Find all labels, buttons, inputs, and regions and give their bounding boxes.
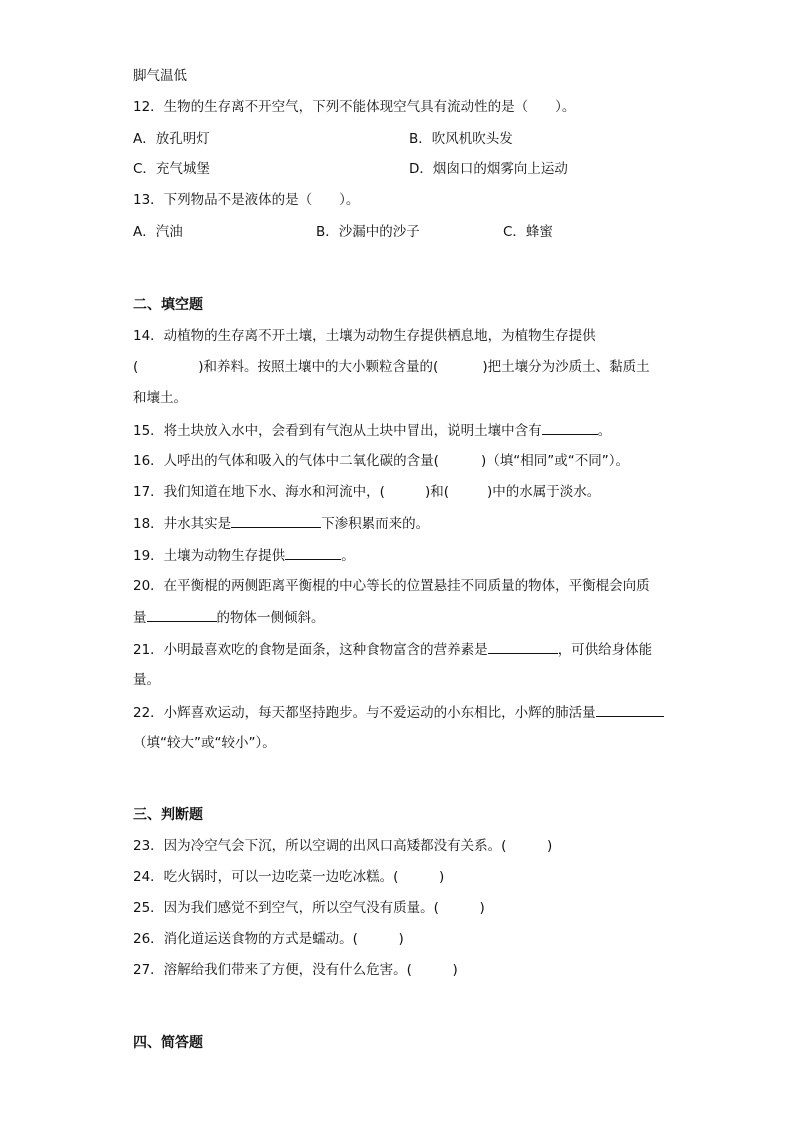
- question-26: 26．消化道运送食物的方式是蠕动。( ): [133, 931, 404, 947]
- text-run: 。: [341, 548, 355, 564]
- answer-blank: [285, 545, 341, 560]
- section-heading-judge: 三、判断题: [133, 807, 203, 823]
- option-12b: B．吹风机吹头发: [409, 131, 513, 147]
- text-run: )（填“相同”或“不同”）。: [480, 453, 629, 469]
- text-run: )中的水属于淡水。: [487, 484, 601, 500]
- question-22-line2: （填“较大”或“较小”）。: [133, 735, 276, 751]
- question-12: 12．生物的生存离不开空气，下列不能体现空气具有流动性的是（ ）。: [133, 99, 576, 115]
- text-run: 18．井水其实是: [133, 516, 232, 532]
- question-14-line2: [133, 357, 650, 377]
- section-heading-short-answer: 四、简答题: [133, 1035, 203, 1051]
- question-19: [133, 545, 355, 565]
- text-line: 脚气温低: [133, 68, 187, 84]
- answer-blank: [488, 639, 558, 654]
- option-13c: C．蜂蜜: [503, 224, 553, 240]
- answer-blank: [231, 513, 321, 528]
- option-12d: D．烟囱口的烟雾向上运动: [409, 161, 568, 177]
- option-12c: C．充气城堡: [133, 161, 210, 177]
- text-run: )把土壤分为沙质土、黏质土: [482, 359, 650, 375]
- option-12a: A．放孔明灯: [133, 131, 210, 147]
- question-14-line1: 14．动植物的生存离不开土壤，土壤为动物生存提供栖息地，为植物生存提供: [133, 328, 596, 344]
- text-run: 19．土壤为动物生存提供: [133, 548, 286, 564]
- text-run: 16．人呼出的气体和吸入的气体中二氧化碳的含量(: [133, 453, 439, 469]
- question-17: [133, 482, 600, 502]
- text-run: )和养料。按照土壤中的大小颗粒含量的(: [198, 359, 439, 375]
- question-21-line1: [133, 639, 652, 659]
- answer-blank: [147, 607, 217, 622]
- question-23: 23．因为冷空气会下沉，所以空调的出风口高矮都没有关系。( ): [133, 838, 553, 854]
- text-run: (: [133, 359, 139, 375]
- text-run: ，可供给身体能: [557, 642, 653, 658]
- question-25: 25．因为我们感觉不到空气，所以空气没有质量。( ): [133, 900, 485, 916]
- text-run: 下渗积累而来的。: [321, 516, 430, 532]
- answer-blank: [596, 702, 664, 717]
- text-run: 。: [597, 423, 612, 439]
- question-27: 27．溶解给我们带来了方便，没有什么危害。( ): [133, 962, 458, 978]
- question-16: [133, 451, 629, 471]
- option-13a: A．汽油: [133, 224, 183, 240]
- question-18: [133, 513, 429, 533]
- text-run: 22．小辉喜欢运动，每天都坚持跑步。与不爱运动的小东相比，小辉的肺活量: [133, 705, 596, 721]
- question-15: [133, 420, 611, 440]
- question-13: 13．下列物品不是液体的是（ ）。: [133, 192, 360, 208]
- text-run: 的物体一侧倾斜。: [216, 610, 325, 626]
- question-24: 24．吃火锅时，可以一边吃菜一边吃冰糕。( ): [133, 869, 445, 885]
- question-20-line2: [133, 607, 325, 627]
- text-run: 21．小明最喜欢吃的食物是面条，这种食物富含的营养素是: [133, 642, 488, 658]
- question-22-line1: [133, 702, 664, 722]
- text-run: 量: [133, 610, 147, 626]
- text-run: 17．我们知道在地下水、海水和河流中，(: [133, 484, 385, 500]
- question-20-line1: 20．在平衡棍的两侧距离平衡棍的中心等长的位置悬挂不同质量的物体，平衡棍会向质: [133, 578, 650, 594]
- question-14-line3: 和壤土。: [133, 390, 187, 406]
- section-heading-fill: 二、填空题: [133, 297, 203, 313]
- text-run: 15．将土块放入水中，会看到有气泡从土块中冒出，说明土壤中含有: [133, 423, 542, 439]
- question-21-line2: 量。: [133, 672, 160, 688]
- option-13b: B．沙漏中的沙子: [316, 224, 420, 240]
- text-run: )和(: [424, 484, 449, 500]
- answer-blank: [542, 420, 598, 435]
